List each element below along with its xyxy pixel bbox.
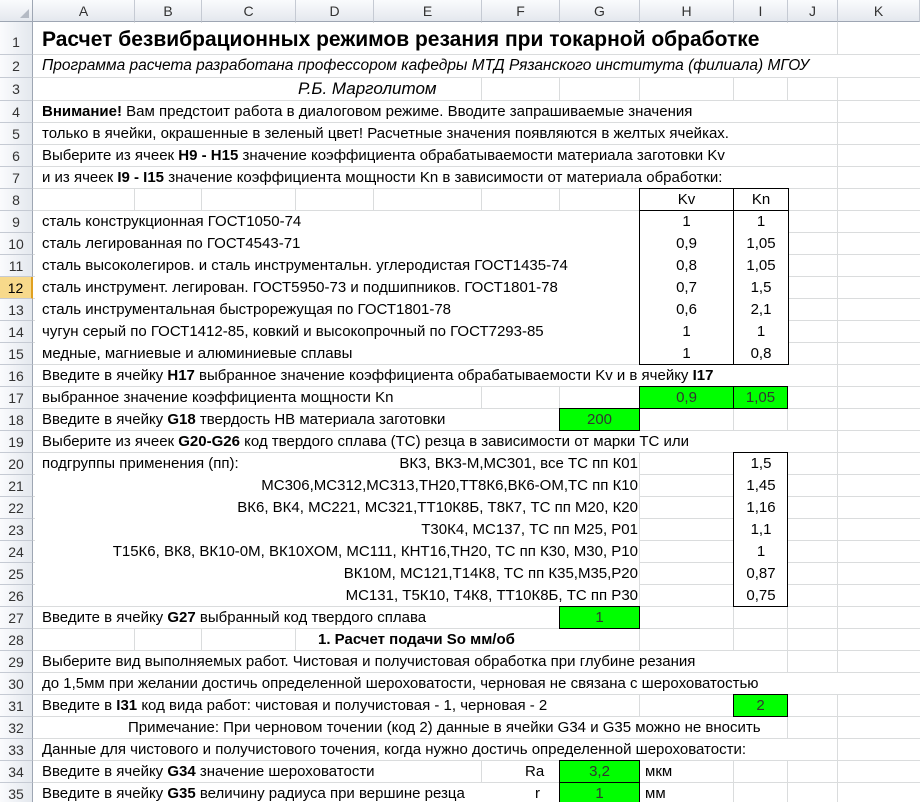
alloy-label: ВК10М, МС121,Т14К8, ТС пп К35,М35,Р20 xyxy=(343,565,638,582)
kv-value[interactable]: 1 xyxy=(682,345,691,362)
text: Введите в xyxy=(42,697,117,714)
kn-value[interactable]: 1 xyxy=(756,213,766,230)
row-header[interactable]: 17 xyxy=(0,387,33,409)
instruction-row-7 xyxy=(42,169,722,186)
row-header[interactable]: 26 xyxy=(0,585,33,607)
material-label: сталь конструкционная ГОСТ1050-74 xyxy=(42,213,302,230)
row-header[interactable]: 11 xyxy=(0,255,33,277)
alloy-label: МС131, Т5К10, Т4К8, ТТ10К8Б, ТС пп Р30 xyxy=(345,587,638,604)
cell-ref: G18 xyxy=(167,411,196,428)
kv-value[interactable]: 1 xyxy=(682,213,691,230)
subtitle: Программа расчета разработана профессором кафедры МТД Рязанского института (филиала) МГОУ xyxy=(42,57,810,74)
column-header-a[interactable]: A xyxy=(33,0,135,22)
row-header[interactable]: 29 xyxy=(0,651,33,673)
instruction-row-4 xyxy=(42,103,692,120)
section-heading: 1. Расчет подачи So мм/об xyxy=(318,631,515,648)
column-header-j[interactable]: J xyxy=(788,0,838,22)
text: значение шероховатости xyxy=(195,763,375,780)
text: Введите в ячейку xyxy=(42,411,168,428)
instruction-row-27 xyxy=(42,609,426,626)
row-header[interactable]: 33 xyxy=(0,739,33,761)
row-header[interactable]: 15 xyxy=(0,343,33,365)
row-header[interactable]: 30 xyxy=(0,673,33,695)
text: Введите в ячейку xyxy=(42,367,168,384)
instruction-row-30: до 1,5мм при желании достичь определенной шероховатости, черновая не связана с шероховатостью xyxy=(42,675,759,692)
alloy-code[interactable]: 1,16 xyxy=(746,499,776,516)
row-header[interactable]: 22 xyxy=(0,497,33,519)
column-header-h[interactable]: H xyxy=(640,0,734,22)
instruction-row-19 xyxy=(42,433,689,450)
text: Введите в ячейку xyxy=(42,763,168,780)
cell-ref: G27 xyxy=(167,609,196,626)
row-header[interactable]: 14 xyxy=(0,321,33,343)
row-header[interactable]: 10 xyxy=(0,233,33,255)
row-header[interactable]: 3 xyxy=(0,78,33,101)
text: значение коэффициента обрабатываемости материала заготовки Kv xyxy=(238,147,725,164)
instruction-row-18 xyxy=(42,411,445,428)
row-header[interactable]: 19 xyxy=(0,431,33,453)
kn-value[interactable]: 1,5 xyxy=(750,279,772,296)
text: Выберите из ячеек xyxy=(42,433,179,450)
material-label: сталь инструментальная быстрорежущая по ГОСТ1801-78 xyxy=(42,301,452,318)
material-label: сталь инструмент. легирован. ГОСТ5950-73 и подшипников. ГОСТ1801-78 xyxy=(42,279,558,296)
roughness-label: Ra xyxy=(525,763,545,780)
radius-input-cell[interactable]: 1 xyxy=(559,782,640,802)
alloy-label: МС306,МС312,МС313,ТН20,ТТ8К6,ВК6-ОМ,ТС пп К10 xyxy=(261,477,638,494)
text: значение коэффициента мощности Kn в зависимости от материала обработки: xyxy=(164,169,723,186)
roughness-unit: мкм xyxy=(645,763,673,780)
instruction-row-34 xyxy=(42,763,375,780)
text: выбранный код твердого сплава xyxy=(195,609,427,626)
material-label: сталь легированная по ГОСТ4543-71 xyxy=(42,235,301,252)
alloy-code[interactable]: 0,75 xyxy=(746,587,776,604)
column-header-f[interactable]: F xyxy=(482,0,560,22)
hardness-input-cell[interactable]: 200 xyxy=(559,408,640,431)
row-header[interactable]: 16 xyxy=(0,365,33,387)
row-header[interactable]: 24 xyxy=(0,541,33,563)
header-kv: Kv xyxy=(677,191,696,208)
kv-value[interactable]: 1 xyxy=(682,323,691,340)
row-header[interactable]: 8 xyxy=(0,189,33,211)
text: выбранное значение коэффициента обрабатываемости Kv и в ячейку xyxy=(194,367,693,384)
radius-label: r xyxy=(535,785,540,802)
column-header-g[interactable]: G xyxy=(560,0,640,22)
cell-ref: I17 xyxy=(692,367,714,384)
instruction-row-35 xyxy=(42,785,465,802)
row-header[interactable]: 6 xyxy=(0,145,33,167)
kn-value[interactable]: 2,1 xyxy=(750,301,772,318)
row-header[interactable]: 4 xyxy=(0,101,33,123)
cell-ref: I31 xyxy=(116,697,138,714)
instruction-row-6 xyxy=(42,147,725,164)
text: твердость НВ материала заготовки xyxy=(195,411,446,428)
instruction-row-29: Выберите вид выполняемых работ. Чистовая и получистовая обработка при глубине резания xyxy=(42,653,696,670)
text: Выберите из ячеек xyxy=(42,147,179,164)
row-header[interactable]: 5 xyxy=(0,123,33,145)
text: код твердого сплава (ТС) резца в зависимости от марки ТС или xyxy=(239,433,690,450)
roughness-input-cell[interactable]: 3,2 xyxy=(559,760,640,783)
row-header[interactable]: 18 xyxy=(0,409,33,431)
cell-ref: G35 xyxy=(167,785,196,802)
author: Р.Б. Марголитом xyxy=(298,79,437,98)
kv-value[interactable]: 0,7 xyxy=(676,279,697,296)
row-header[interactable]: 20 xyxy=(0,453,33,475)
text: и из ячеек xyxy=(42,169,118,186)
row-header[interactable]: 23 xyxy=(0,519,33,541)
row-header[interactable]: 21 xyxy=(0,475,33,497)
row-header[interactable]: 27 xyxy=(0,607,33,629)
radius-unit: мм xyxy=(645,785,666,802)
alloy-code[interactable]: 1 xyxy=(756,543,766,560)
warning-label: Внимание! xyxy=(42,103,122,120)
kn-value[interactable]: 1 xyxy=(756,323,766,340)
alloy-label: Т30К4, МС137, ТС пп М25, Р01 xyxy=(421,521,638,538)
kv-value[interactable]: 0,6 xyxy=(676,301,697,318)
row-header[interactable]: 34 xyxy=(0,761,33,783)
text: величину радиуса при вершине резца xyxy=(195,785,465,802)
header-kn: Kn xyxy=(751,191,771,208)
column-header-k[interactable]: K xyxy=(838,0,920,22)
instruction-row-16 xyxy=(42,367,713,384)
cell-ref: G34 xyxy=(167,763,196,780)
cell-ref: G20-G26 xyxy=(178,433,240,450)
kv-input-cell[interactable]: 0,9 xyxy=(639,386,734,409)
instruction-row-5: только в ячейки, окрашенные в зеленый цвет! Расчетные значения появляются в желтых ячейках. xyxy=(42,125,729,142)
row-header[interactable]: 13 xyxy=(0,299,33,321)
alloy-code[interactable]: 1,45 xyxy=(746,477,776,494)
kn-value[interactable]: 1,05 xyxy=(746,257,776,274)
instruction-text: Вам предстоит работа в диалоговом режиме. Вводите запрашиваемые значения xyxy=(121,103,693,120)
row-header[interactable]: 25 xyxy=(0,563,33,585)
material-label: сталь высоколегиров. и сталь инструментальн. углеродистая ГОСТ1435-74 xyxy=(42,257,568,274)
row-header[interactable]: 28 xyxy=(0,629,33,651)
row-header[interactable]: 2 xyxy=(0,55,33,78)
alloy-code[interactable]: 1,1 xyxy=(750,521,772,538)
alloy-label: Т15К6, ВК8, ВК10-0М, ВК10ХОМ, МС111, КНТ16,ТН20, ТС пп К30, М30, Р10 xyxy=(112,543,638,560)
alloy-code[interactable]: 1,5 xyxy=(750,455,772,472)
instruction-row-31 xyxy=(42,697,547,714)
column-header-b[interactable]: B xyxy=(135,0,202,22)
kn-value[interactable]: 0,8 xyxy=(750,345,772,362)
column-header-e[interactable]: E xyxy=(374,0,482,22)
text: Введите в ячейку xyxy=(42,609,168,626)
row-header-selected[interactable]: 12 xyxy=(0,277,33,299)
column-header-i[interactable]: I xyxy=(734,0,788,22)
material-label: медные, магниевые и алюминиевые сплавы xyxy=(42,345,353,362)
instruction-row-33: Данные для чистового и получистового точения, когда нужно достичь определенной шероховатости: xyxy=(42,741,747,758)
instruction-row-20: подгруппы применения (пп): xyxy=(42,455,239,472)
instruction-row-17: выбранное значение коэффициента мощности Kn xyxy=(42,389,394,406)
row-header[interactable]: 1 xyxy=(0,22,33,55)
row-header[interactable]: 9 xyxy=(0,211,33,233)
text: Введите в ячейку xyxy=(42,785,168,802)
select-all-button[interactable] xyxy=(0,0,33,22)
work-type-input-cell[interactable]: 2 xyxy=(733,694,788,717)
cell-ref: H9 - H15 xyxy=(178,147,239,164)
alloy-label: ВК6, ВК4, МС221, МС321,ТТ10К8Б, Т8К7, ТС пп М20, К20 xyxy=(237,499,638,516)
cell-ref: I9 - I15 xyxy=(117,169,165,186)
kn-input-cell[interactable]: 1,05 xyxy=(733,386,788,409)
row-header[interactable]: 35 xyxy=(0,783,33,802)
page-title: Расчет безвибрационных режимов резания при токарной обработке xyxy=(42,28,760,51)
row-header[interactable]: 7 xyxy=(0,167,33,189)
alloy-code[interactable]: 0,87 xyxy=(746,565,776,582)
note-row-32: Примечание: При черновом точении (код 2) данные в ячейки G34 и G35 можно не вносить xyxy=(128,719,761,736)
kv-value[interactable]: 0,9 xyxy=(676,235,697,252)
alloy-label: ВК3, ВК3-М,МС301, все ТС пп К01 xyxy=(399,455,638,472)
column-header-d[interactable]: D xyxy=(296,0,374,22)
alloy-code-input-cell[interactable]: 1 xyxy=(559,606,640,629)
table-divider xyxy=(639,210,789,211)
row-header[interactable]: 32 xyxy=(0,717,33,739)
kv-value[interactable]: 0,8 xyxy=(676,257,697,274)
row-header[interactable]: 31 xyxy=(0,695,33,717)
cell-ref: H17 xyxy=(167,367,195,384)
material-label: чугун серый по ГОСТ1412-85, ковкий и высокопрочный по ГОСТ7293-85 xyxy=(42,323,544,340)
column-header-c[interactable]: C xyxy=(202,0,296,22)
text: код вида работ: чистовая и получистовая - 1, черновая - 2 xyxy=(137,697,548,714)
kn-value[interactable]: 1,05 xyxy=(746,235,776,252)
